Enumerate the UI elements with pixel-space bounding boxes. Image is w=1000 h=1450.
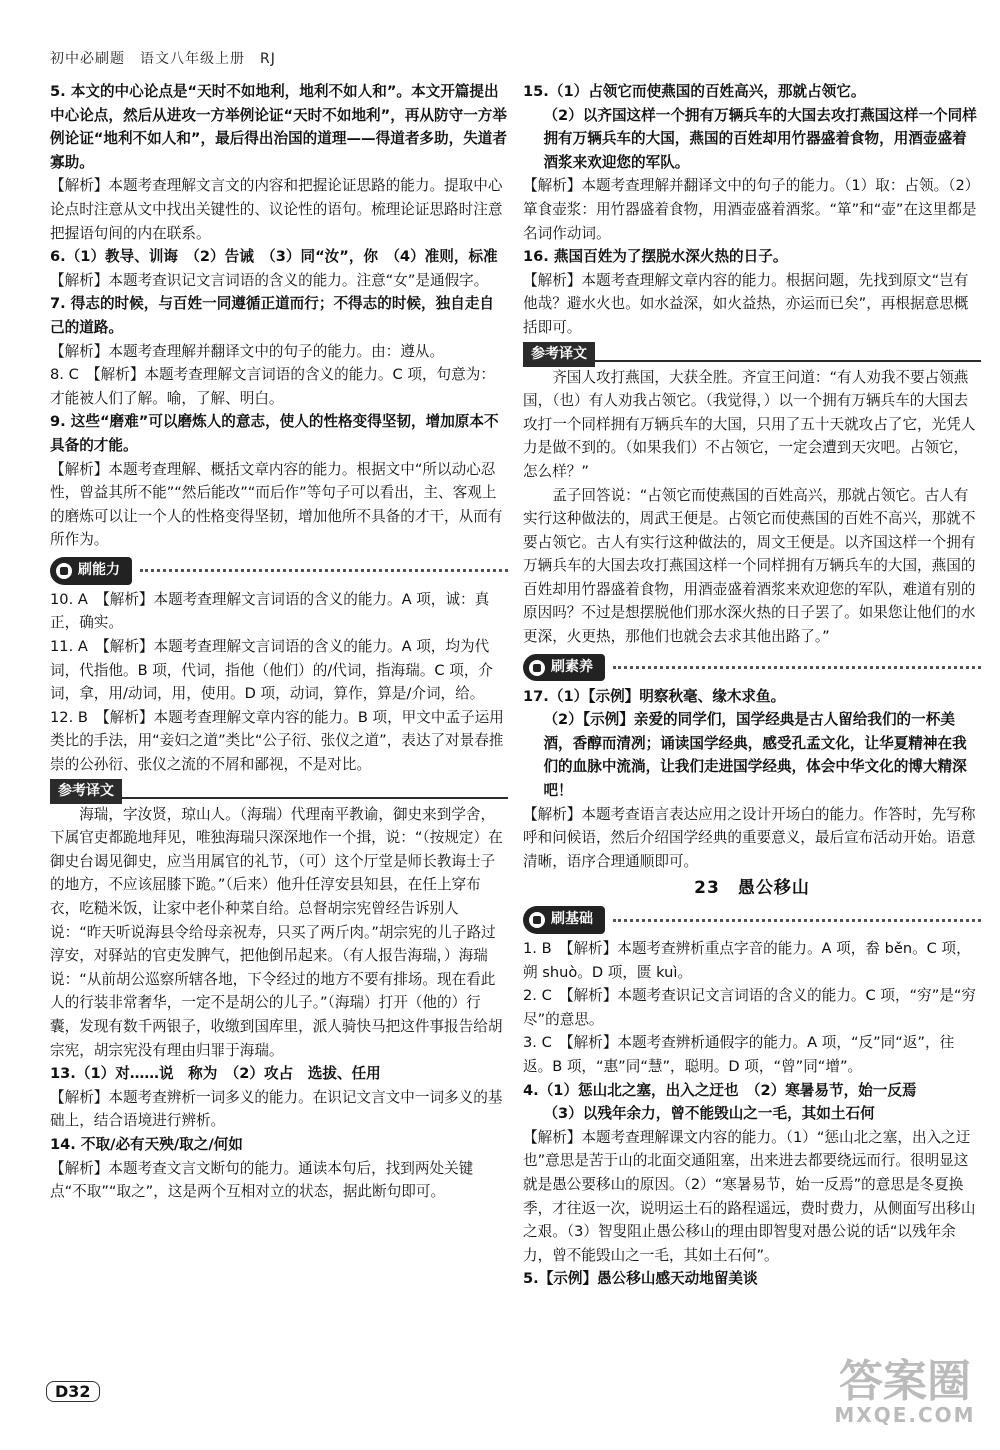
answer-17-1: 17.（1）【示例】明察秋毫、缘木求鱼。 <box>523 687 786 705</box>
answer-7: 7. 得志的时候，与百姓一同遵循正道而行；不得志的时候，独自走自己的道路。 <box>50 295 495 336</box>
answer-12: 12. B 【解析】本题考查理解文章内容的能力。B 项，甲文中孟子运用类比的手法，用“妾妇之道”类比“公子衍、张仪之道”，表达了对景春推崇的公孙衍、张仪之流的不屑和鄙视，不是对比。 <box>50 708 504 774</box>
answer-10: 10. A 【解析】本题考查理解文言词语的含义的能力。A 项，诚：真正，确实。 <box>50 590 490 632</box>
analysis-7: 【解析】本题考查理解并翻译文中的句子的能力。由：遵从。 <box>50 342 445 360</box>
answer-r3: 3. C 【解析】本题考查辨析通假字的能力。A 项，“反”同“返”，往返。B 项，“惠”同“慧”，聪明。D 项，“曾”同“增”。 <box>523 1034 955 1075</box>
reference-translation-header: 参考译文 <box>50 779 508 801</box>
page-header: 初中必刷题 语文八年级上册 RJ <box>50 51 276 67</box>
section-basics <box>523 907 981 933</box>
analysis-6: 【解析】本题考查识记文言词语的含义的能力。注意“女”是通假字。 <box>50 271 489 289</box>
analysis-r4: 【解析】本题考查理解课文内容的能力。（1）“惩山北之塞，出入之迂也”意思是苦于山的北面交通阻塞，出来进去都要绕远而行。很明显这就是愚公要移山的原因。（2）“寒暑易节，始一反焉”的意思是冬夏换季，才往返一次，说明运土石的路程遥远，费时费力，从侧面写出移山之艰。（3）智叟阻止愚公移山的理由即智叟对愚公说的话“以残年余力，曾不能毁山之一毛，其如土石何”。 <box>523 1128 976 1264</box>
analysis-13: 【解析】本题考查辨析一词多义的能力。在识记文言文中一词多义的基础上，结合语境进行辨析。 <box>50 1088 503 1130</box>
answer-14: 14. 不取/必有天殃/取之/何如 <box>50 1135 243 1153</box>
reference-translation-header: 参考译文 <box>523 342 981 364</box>
answer-6: 6.（1）教导、训诲 （2）告诫 （3）同“汝”，你 （4）准则，标准 <box>50 248 498 266</box>
analysis-15: 【解析】本题考查理解并翻译文中的句子的能力。（1）取：占领。（2）箪食壶浆：用竹器盛着食物，用酒壶盛着酒浆。“箪”和“壶”在这里都是名词作动词。 <box>523 177 980 242</box>
analysis-5: 【解析】本题考查理解文言文的内容和把握论证思路的能力。提取中心论点时注意从文中找出关键性的、议论性的语句。梳理论证思路时注意把握语句间的内在联系。 <box>50 177 503 242</box>
answer-r1: 1. B 【解析】本题考查辨析重点字音的能力。A 项，畚 běn。C 项，朔 shuò。D 项，匮 kuì。 <box>523 940 971 981</box>
analysis-9: 【解析】本题考查理解、概括文章内容的能力。根据文中“所以动心忍性，曾益其所不能”“然后能改”“而后作”等句子可以看出，主、客观上的磨炼可以让一个人的性格变得坚韧，增加他所不具备的才干，从而有所作为。 <box>50 460 503 549</box>
answer-5: 5. 本文的中心论点是“天时不如地利，地利不如人和”。本文开篇提出中心论点，然后从进攻一方举例论证“天时不如地利”，再从防守一方举例论证“地利不如人和”，最后得出治国的道理——得道者多助，失道者寡助。 <box>50 83 507 171</box>
answer-r5: 5.【示例】愚公移山感天动地留美谈 <box>523 1270 758 1288</box>
translation-text-1: 齐国人攻打燕国，大获全胜。齐宣王问道：“有人劝我不要占领燕国，（也）有人劝我占领它。（我觉得，）以一个拥有万辆兵车的大国去攻打一个同样拥有万辆兵车的大国，只用了五十天就攻占了它，光凭人力是做不到的。（如果我们）不占领它，一定会遭到天灾吧。占领它，怎么样？” <box>523 368 976 480</box>
answer-r4-2: （3）以残年余力，曾不能毁山之一毛，其如土石何 <box>543 1105 875 1123</box>
watermark-logo: 答案圈 MXQE.COM <box>834 1356 976 1427</box>
right-column <box>523 80 981 1291</box>
answer-11: 11. A 【解析】本题考查理解文言词语的含义的能力。A 项，均为代词，代指他。B 项，代词，指他（他们）的/代词，指海瑞。C 项，介词，拿，用/动词，用，使用。D 项，动词，算作，算是/介词，给。 <box>50 638 494 703</box>
answer-9: 9. 这些“磨难”可以磨炼人的意志，使人的性格变得坚韧，增加原本不具备的才能。 <box>50 413 499 454</box>
pencil-icon <box>529 660 545 676</box>
answer-16: 16. 燕国百姓为了摆脱水深火热的日子。 <box>523 248 788 266</box>
translation-text: 海瑞，字汝贤，琼山人。（海瑞）代理南平教谕，御史来到学舍，下属官吏都跪地拜见，唯独海瑞只深深地作一个揖，说：“（按规定）在御史台谒见御史，应当用属官的礼节，（可）这个厅堂是师长教诲士子的地方，不应该屈膝下跪。”（后来）他升任淳安县知县，在任上穿布衣，吃糙米饭，让家中老仆种菜自给。总督胡宗宪曾经告诉别人说：“昨天听说海县令给母亲祝寿，只买了两斤肉。”胡宗宪的儿子路过淳安，对驿站的官吏发脾气，把他倒吊起来。（有人报告海瑞，）海瑞说：“从前胡公巡察所辖各地，下令经过的地方不要有排场。现在看此人的行装非常奢华，一定不是胡公的儿子。”（海瑞）打开（他的）行囊，发现有数千两银子，收缴到国库里，派人骑快马把这件事报告给胡宗宪，胡宗宪没有理由归罪于海瑞。 <box>50 805 503 1059</box>
translation-text-2: 孟子回答说：“占领它而使燕国的百姓高兴，那就占领它。古人有实行这种做法的，周武王便是。占领它而使燕国的百姓不高兴，那就不要占领它。古人有实行这种做法的，周文王便是。以齐国这样一个拥有万辆兵车的大国去攻打燕国这样一个同样拥有万辆兵车的大国，燕国的百姓却用竹器盛着食物，用酒壶盛着酒浆来欢迎您的军队，难道有别的原因吗？不过是想摆脱他们那水深火热的日子罢了。如果您让他们的水更深，火更热，那他们也就会去求其他出路了。” <box>523 486 976 646</box>
translation-block <box>523 366 981 649</box>
dotted-divider <box>613 919 981 922</box>
section-badge: 刷能力 <box>50 557 132 585</box>
translation-block <box>50 803 508 1063</box>
answer-17-2: （2）【示例】亲爱的同学们，国学经典是古人留给我们的一杯美酒，香醇而清冽；诵读国学经典，感受孔孟文化，让华夏精神在我们的血脉中流淌，让我们走进国学经典，体会中华文化的博大精深吧！ <box>543 711 967 800</box>
answer-13: 13.（1）对……说 称为 （2）攻占 选拔、任用 <box>50 1065 381 1083</box>
section-ability <box>50 558 508 584</box>
answer-r2: 2. C 【解析】本题考查识记文言词语的含义的能力。C 项，“穷”是“穷尽”的意思。 <box>523 987 976 1028</box>
answer-15-1: 15.（1）占领它而使燕国的百姓高兴，那就占领它。 <box>523 83 866 100</box>
section-literacy <box>523 655 981 681</box>
left-column <box>50 80 508 1204</box>
section-badge: 刷素养 <box>523 654 605 682</box>
answer-15-2: （2）以齐国这样一个拥有万辆兵车的大国去攻打燕国这样一个同样拥有万辆兵车的大国，燕国的百姓却用竹器盛着食物，用酒壶盛着酒浆来欢迎您的军队。 <box>543 106 977 171</box>
analysis-17: 【解析】本题考查语言表达应用之设计开场白的能力。作答时，先写称呼和问候语，然后介绍国学经典的重要意义，最后宣布活动开始。语意清晰，语序合理通顺即可。 <box>523 805 976 870</box>
answer-8: 8. C 【解析】本题考查理解文言词语的含义的能力。C 项，句意为：才能被人们了解。喻，了解、明白。 <box>50 366 495 407</box>
pencil-icon <box>56 563 72 579</box>
section-badge: 刷基础 <box>523 906 605 934</box>
page-number: D32 <box>46 1381 100 1402</box>
answer-r4-1: 4.（1）惩山北之塞，出入之迂也 （2）寒暑易节，始一反焉 <box>523 1081 917 1099</box>
chapter-title: 23 愚公移山 <box>694 878 810 899</box>
analysis-14: 【解析】本题考查文言文断句的能力。通读本句后，找到两处关键点“不取”“取之”，这是两个互相对立的状态，据此断句即可。 <box>50 1159 474 1201</box>
pencil-icon <box>529 912 545 928</box>
dotted-divider <box>613 666 981 669</box>
analysis-16: 【解析】本题考查理解文章内容的能力。根据问题，先找到原文“岂有他哉？避水火也。如水益深，如火益热，亦运而已矣”，再根据意思概括即可。 <box>523 271 969 336</box>
dotted-divider <box>140 569 508 572</box>
